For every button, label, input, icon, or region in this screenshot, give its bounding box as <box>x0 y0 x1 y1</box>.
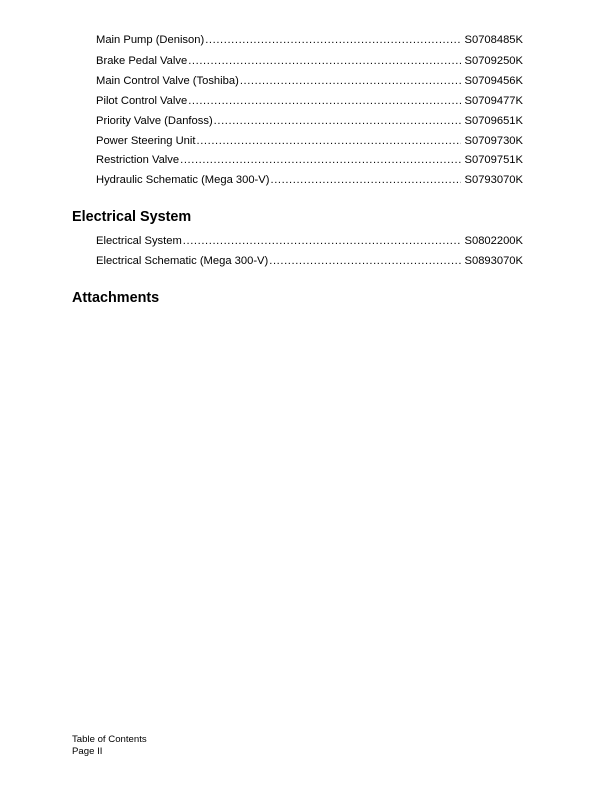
dot-leader <box>214 114 461 128</box>
toc-entry-title: Restriction Valve <box>96 154 180 166</box>
toc-entry-title: Pilot Control Valve <box>96 95 188 107</box>
footer-page-number: Page II <box>72 746 103 757</box>
dot-leader <box>188 54 460 68</box>
toc-entry-code: S0709751K <box>464 154 523 166</box>
toc-entry-title: Hydraulic Schematic (Mega 300-V) <box>96 174 270 186</box>
toc-entry-code: S0802200K <box>464 235 523 247</box>
section-heading-electrical-system: Electrical System <box>72 209 192 225</box>
toc-entry-title: Main Control Valve (Toshiba) <box>96 75 239 87</box>
toc-entry-title: Main Pump (Denison) <box>96 34 205 46</box>
toc-entry-power-steering-unit[interactable] <box>96 134 523 148</box>
dot-leader <box>240 74 461 88</box>
toc-entry-title: Brake Pedal Valve <box>96 55 188 67</box>
footer-document-title: Table of Contents <box>72 734 147 745</box>
toc-entry-title: Electrical Schematic (Mega 300-V) <box>96 255 269 267</box>
toc-entry-code: S0708485K <box>464 34 523 46</box>
toc-entry-main-pump[interactable] <box>96 33 523 47</box>
dot-leader <box>183 234 461 248</box>
toc-entry-code: S0893070K <box>464 255 523 267</box>
toc-entry-restriction-valve[interactable] <box>96 153 523 167</box>
toc-entry-code: S0709730K <box>464 135 523 147</box>
toc-entry-electrical-system[interactable] <box>96 234 523 248</box>
toc-entry-main-control-valve[interactable] <box>96 74 523 88</box>
toc-entry-priority-valve[interactable] <box>96 114 523 128</box>
toc-entry-code: S0709456K <box>464 75 523 87</box>
dot-leader <box>180 153 460 167</box>
toc-entry-hydraulic-schematic[interactable] <box>96 173 523 187</box>
toc-entry-pilot-control-valve[interactable] <box>96 94 523 108</box>
toc-entry-title: Priority Valve (Danfoss) <box>96 115 213 127</box>
dot-leader <box>205 33 460 47</box>
toc-entry-code: S0709250K <box>464 55 523 67</box>
dot-leader <box>197 134 461 148</box>
dot-leader <box>270 173 460 187</box>
toc-entry-title: Power Steering Unit <box>96 135 196 147</box>
section-heading-attachments: Attachments <box>72 290 160 306</box>
toc-entry-code: S0793070K <box>464 174 523 186</box>
toc-entry-title: Electrical System <box>96 235 182 247</box>
toc-entry-electrical-schematic[interactable] <box>96 254 523 268</box>
toc-entry-code: S0709651K <box>464 115 523 127</box>
toc-entry-code: S0709477K <box>464 95 523 107</box>
toc-entry-brake-pedal-valve[interactable] <box>96 54 523 68</box>
dot-leader <box>269 254 460 268</box>
dot-leader <box>188 94 460 108</box>
